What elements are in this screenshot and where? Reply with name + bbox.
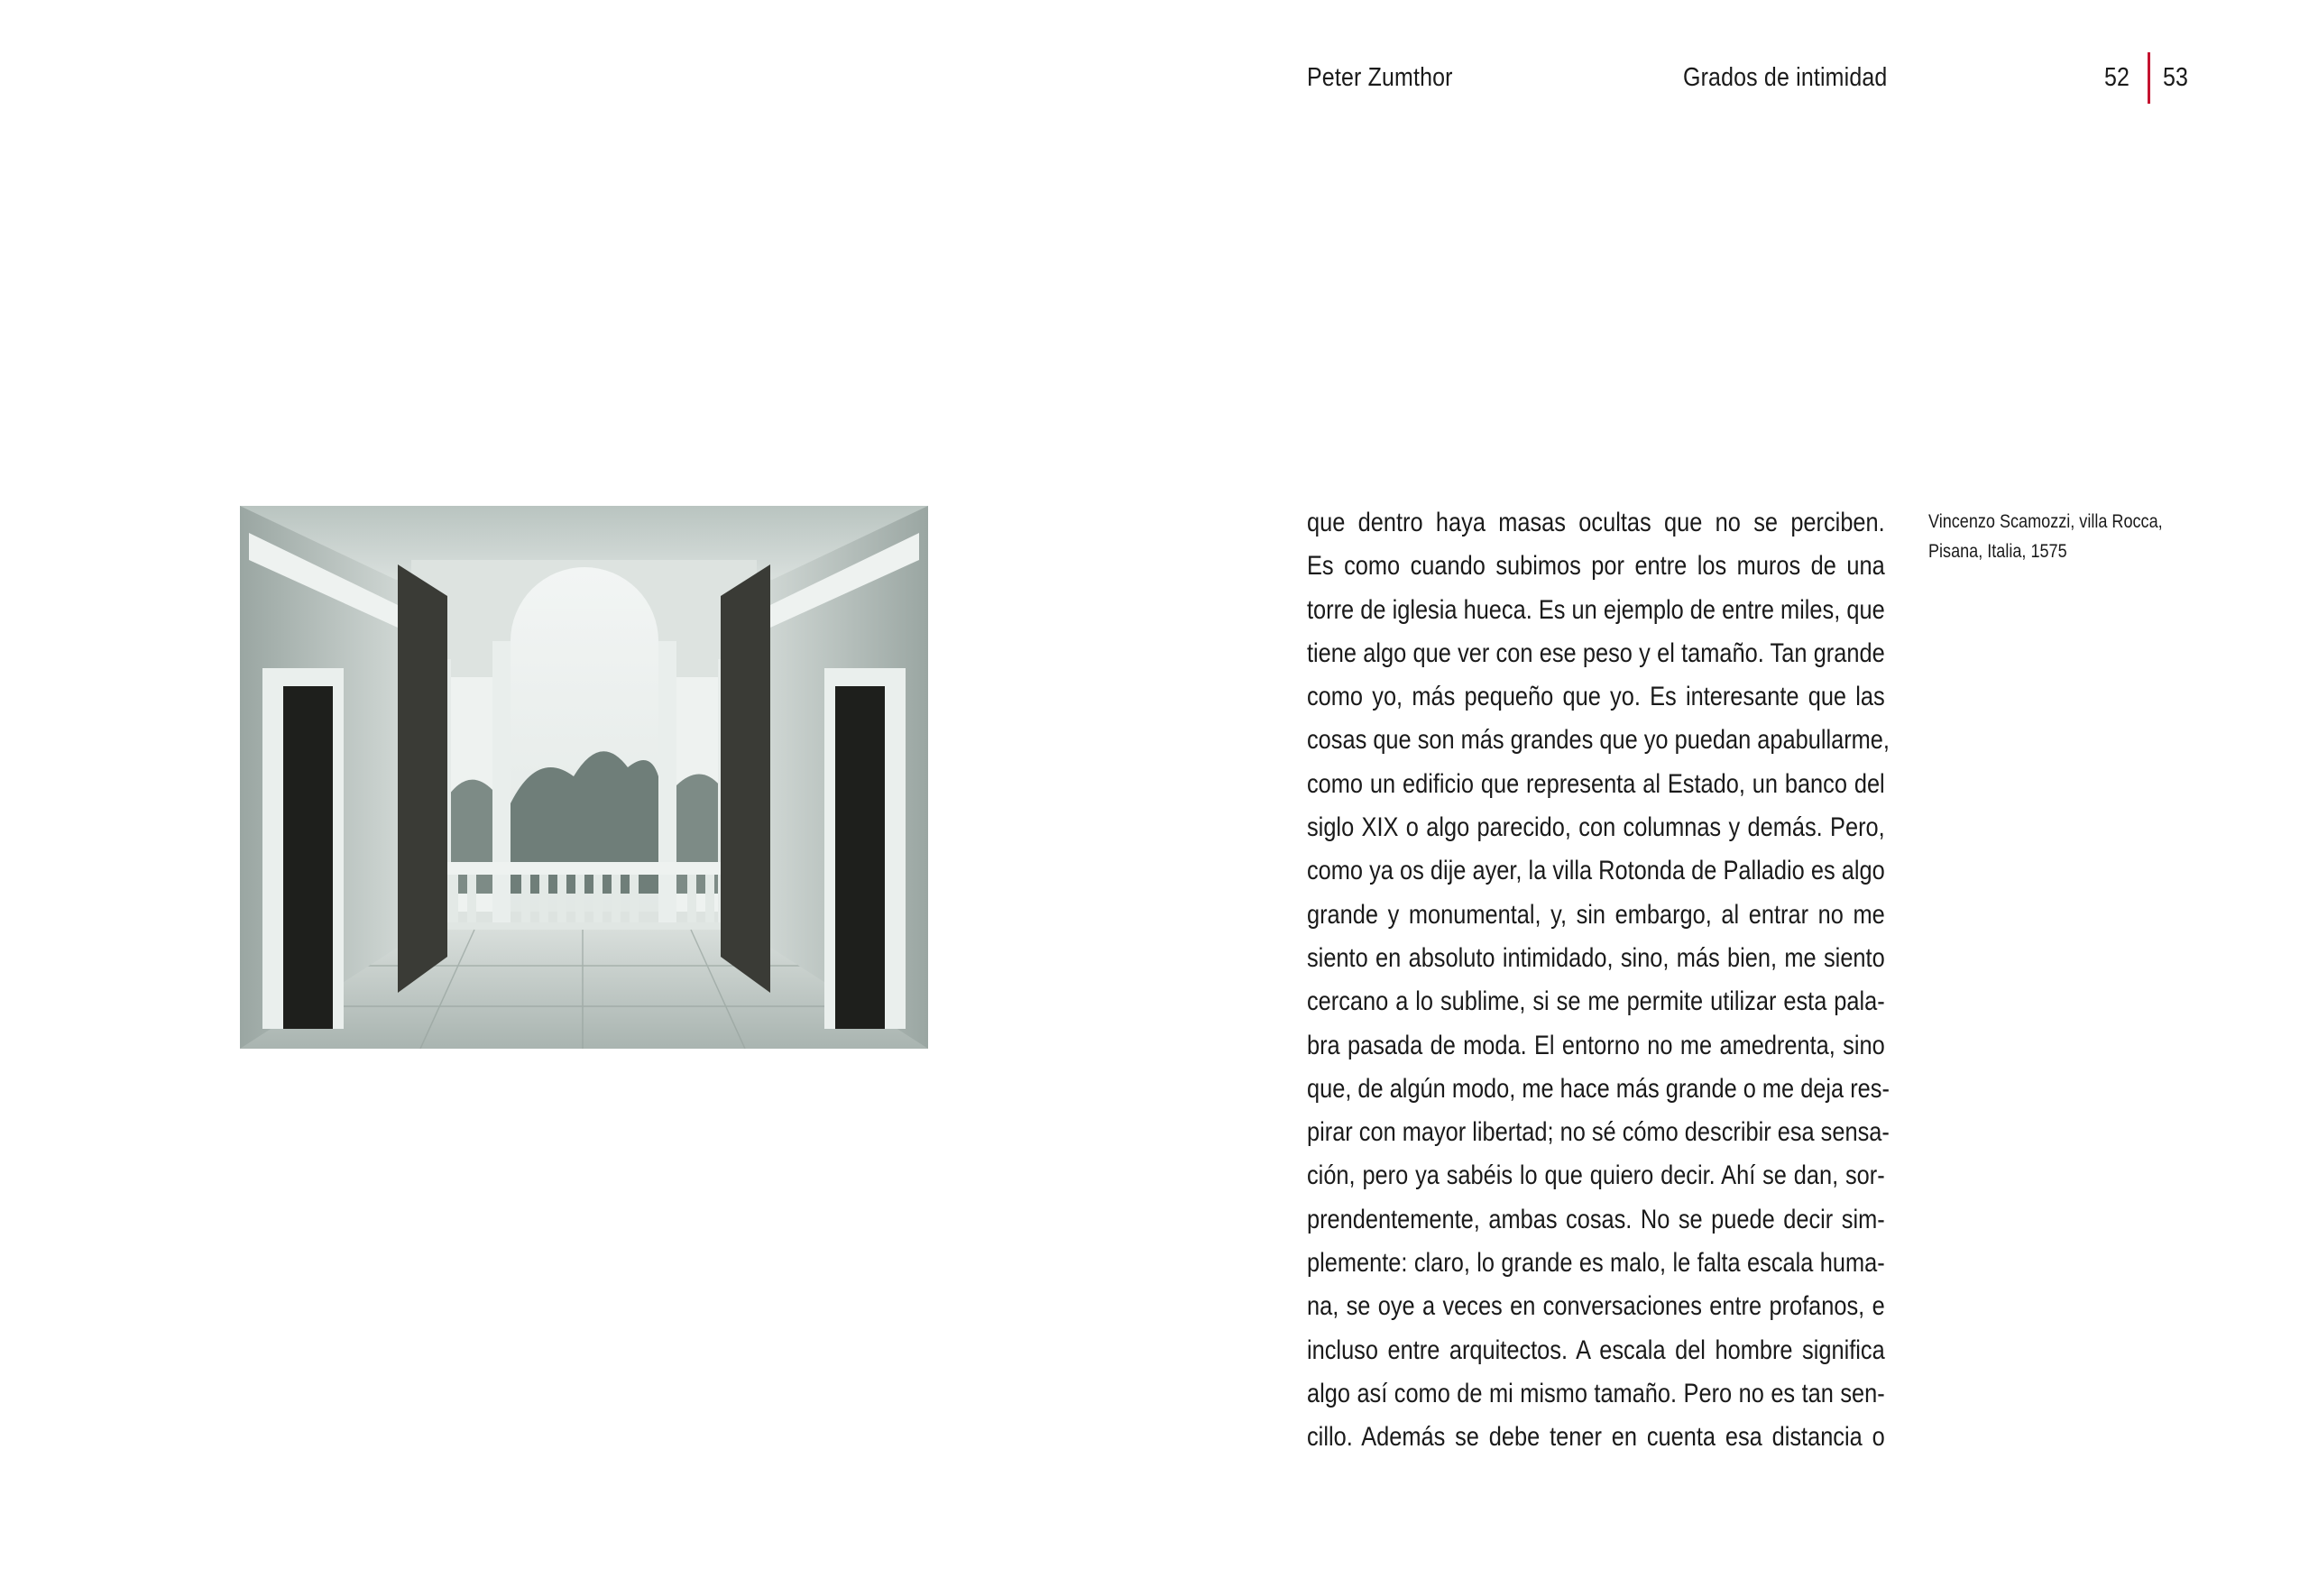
page-number-right: 53 xyxy=(2163,63,2189,92)
body-line: grande y monumental, y, sin embargo, al entrar no me xyxy=(1307,899,1885,930)
body-line: ción, pero ya sabéis lo que quiero decir. Ahí se dan, sor- xyxy=(1307,1160,1885,1191)
page-number-divider xyxy=(2148,52,2150,104)
body-line: na, se oye a veces en conversaciones entre profanos, e xyxy=(1307,1291,1885,1322)
running-head-section: Grados de intimidad xyxy=(1683,63,1888,92)
body-text xyxy=(1307,501,1890,1460)
body-line: torre de iglesia hueca. Es un ejemplo de entre miles, que xyxy=(1307,594,1885,625)
body-line: siento en absoluto intimidado, sino, más bien, me siento xyxy=(1307,942,1885,973)
caption-line-2: Pisana, Italia, 1575 xyxy=(1928,541,2067,562)
page-number-left: 52 xyxy=(2104,63,2130,92)
body-line: incluso entre arquitectos. A escala del hombre significa xyxy=(1307,1335,1885,1365)
body-line: que dentro haya masas ocultas que no se perciben. xyxy=(1307,508,1885,537)
body-line: como yo, más pequeño que yo. Es interesante que las xyxy=(1307,682,1885,712)
body-line: cosas que son más grandes que yo puedan apabullarme, xyxy=(1307,725,1890,756)
figure-caption xyxy=(1928,507,2190,566)
body-line: como un edificio que representa al Estado, un banco del xyxy=(1307,768,1885,799)
body-line: cercano a lo sublime, si se me permite utilizar esta pala- xyxy=(1307,986,1885,1017)
body-line: siglo XIX o algo parecido, con columnas y demás. Pero, xyxy=(1307,812,1885,843)
body-line: tiene algo que ver con ese peso y el tamaño. Tan grande xyxy=(1307,637,1885,668)
body-line: plemente: claro, lo grande es malo, le falta escala huma- xyxy=(1307,1248,1885,1279)
body-line: como ya os dije ayer, la villa Rotonda de Palladio es algo xyxy=(1307,856,1885,886)
body-line: Es como cuando subimos por entre los muros de una xyxy=(1307,551,1885,582)
body-line: bra pasada de moda. El entorno no me amedrenta, sino xyxy=(1307,1030,1885,1060)
body-line: prendentemente, ambas cosas. No se puede decir sim- xyxy=(1307,1204,1885,1234)
body-line: cillo. Además se debe tener en cuenta esa distancia o xyxy=(1307,1422,1885,1453)
running-head-author: Peter Zumthor xyxy=(1307,63,1453,92)
body-line: pirar con mayor libertad; no sé cómo describir esa sensa- xyxy=(1307,1117,1890,1148)
body-line: que, de algún modo, me hace más grande o me deja res- xyxy=(1307,1073,1890,1104)
body-line: algo así como de mi mismo tamaño. Pero no es tan sen- xyxy=(1307,1378,1885,1408)
villa-photograph xyxy=(240,506,928,1049)
caption-line-1: Vincenzo Scamozzi, villa Rocca, xyxy=(1928,511,2163,532)
